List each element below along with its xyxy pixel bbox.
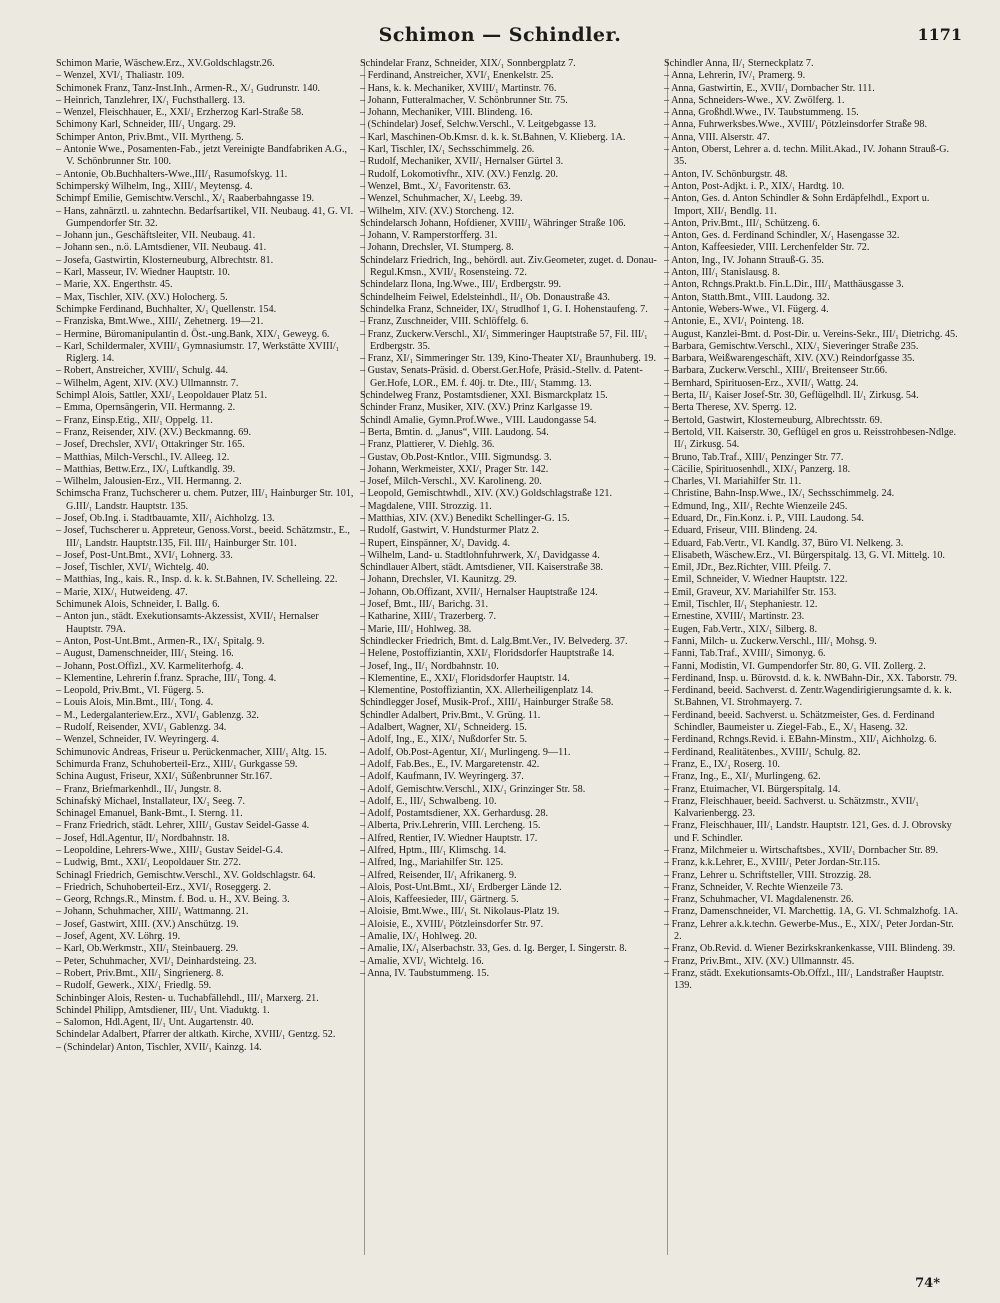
- directory-entry: Schimperský Wilhelm, Ing., XIII/₁ Meytensg. 4.: [56, 180, 253, 192]
- directory-entry: Schindler Adalbert, Priv.Bmt., V. Grüng. 11.: [360, 709, 541, 721]
- directory-entry: – Franz, Ing., E., XI/₁ Murlingeng. 62.: [664, 771, 821, 783]
- directory-entry: – Fanni, Modistin, VI. Gumpendorfer Str. 80, G. VII. Zollerg. 2.: [664, 660, 926, 672]
- directory-entry: – Wilhelm, XIV. (XV.) Storcheng. 12.: [360, 205, 515, 217]
- directory-entry: – Josef, Bmt., III/₁ Barichg. 31.: [360, 599, 489, 611]
- directory-entry: – Ferdinand, beeid. Sachverst. d. Zentr.Wagendirigierungsamte d. k. k. St.Bahnen, VI. Strohmayerg. 7.: [664, 685, 952, 709]
- directory-entry: – Matthias, Ing., kais. R., Insp. d. k. k. St.Bahnen, IV. Schelleing. 22.: [56, 574, 338, 586]
- directory-entry: Schinagel Emanuel, Bank-Bmt., I. Sterng. 11.: [56, 808, 243, 820]
- directory-entry: – Franz, Reisender, XIV. (XV.) Beckmanng. 69.: [56, 426, 252, 438]
- directory-entry: – Eduard, Friseur, VIII. Blindeng. 24.: [664, 525, 818, 537]
- directory-entry: – Johann, Mechaniker, VIII. Blindeng. 16.: [360, 107, 533, 119]
- directory-entry: – Johann, Werkmeister, XXI/₁ Prager Str. 142.: [360, 463, 549, 475]
- directory-entry: – Franz, Damenschneider, VI. Marchettig. 1A, G. VI. Schmalzhofg. 1A.: [664, 906, 959, 918]
- directory-entry: – Josef, Drechsler, XVI/₁ Ottakringer Str. 165.: [56, 439, 245, 451]
- directory-entry: – Rudolf, Gewerk., XIX/₁ Friedlg. 59.: [56, 980, 212, 992]
- directory-entry: – Josef, Ob.Ing. i. Stadtbauamte, XII/₁ Aichholzg. 13.: [56, 512, 275, 524]
- directory-entry: Schindelheim Feiwel, Edelsteinhdl., II/₁ Ob. Donaustraße 43.: [360, 291, 610, 303]
- directory-entry: – Anton, Ing., IV. Johann Strauß-G. 35.: [664, 254, 824, 266]
- directory-entry: – Marie, III/₁ Hohlweg. 38.: [360, 623, 472, 635]
- directory-entry: – Franz, Lehrer a.k.k.techn. Gewerbe-Mus., E., XIX/₁ Peter Jordan-Str. 2.: [664, 918, 954, 943]
- directory-entry: – Amalie, IX/₁ Alserbachstr. 33, Ges. d. Ig. Berger, I. Singerstr. 8.: [360, 943, 627, 955]
- directory-entry: Schimpl Alois, Sattler, XXI/₁ Leopoldauer Platz 51.: [56, 390, 268, 402]
- directory-entry: – Max, Tischler, XIV. (XV.) Holocherg. 5.: [56, 291, 228, 303]
- directory-entry: – Emil, Schneider, V. Wiedner Hauptstr. 122.: [664, 574, 848, 586]
- directory-entry: – Wilhelm, Agent, XIV. (XV.) Ullmannstr. 7.: [56, 377, 239, 389]
- directory-entry: – Robert, Anstreicher, XVIII/₁ Schulg. 44.: [56, 365, 229, 377]
- directory-entry: – Ferdinand, Insp. u. Bürovstd. d. k. k. NWBahn-Dir., XX. Taborstr. 79.: [664, 672, 958, 684]
- directory-entry: – Karl, Maschinen-Ob.Kmsr. d. k. k. St.Bahnen, V. Klieberg. 1A.: [360, 131, 626, 143]
- directory-entry: Schimpke Ferdinand, Buchhalter, X/₁ Quellenstr. 154.: [56, 303, 277, 315]
- directory-entry: – Matthias, Bettw.Erz., IX/₁ Luftkandlg. 39.: [56, 463, 236, 475]
- directory-entry: Schindelarz Ilona, Ing.Wwe., III/₁ Erdbergstr. 99.: [360, 279, 562, 291]
- directory-entry: Schindelarz Friedrich, Ing., behördl. aut. Ziv.Geometer, zuget. d. Donau-Regul.Kmsn., XVII/₁ Rosensteing. 72.: [360, 254, 657, 279]
- directory-entry: – Karl, Tischler, IX/₁ Sechsschimmelg. 26.: [360, 144, 535, 156]
- directory-entry: – Bertold, Gastwirt, Klosterneuburg, Albrechtsstr. 69.: [664, 414, 883, 426]
- directory-entry: – Adolf, Ing., E., XIX/₁ Nußdorfer Str. 5.: [360, 734, 528, 746]
- directory-entry: – Anton, Ges. d. Anton Schindler & Sohn Erdäpfelhdl., Export u. Import, XII/₁ Bendlg. 11.: [664, 193, 930, 217]
- directory-entry: – (Schindelar) Anton, Tischler, XVII/₁ Kainzg. 14.: [56, 1041, 262, 1053]
- directory-entry: – Franz, Plattierer, V. Diehlg. 36.: [360, 439, 495, 451]
- directory-entry: – Karl, Masseur, IV. Wiedner Hauptstr. 10.: [56, 267, 230, 279]
- directory-entry: Schindelka Franz, Schneider, IX/₁ Strudlhof 1, G. I. Hohenstaufeng. 7.: [360, 303, 648, 315]
- directory-entry: – Heinrich, Tanzlehrer, IX/₁ Fuchsthallerg. 13.: [56, 94, 246, 106]
- directory-entry: Schimony Karl, Schneider, III/₁ Ungarg. 29.: [56, 119, 236, 131]
- directory-entry: – Franz, k.k.Lehrer, E., XVIII/₁ Peter Jordan-Str.115.: [664, 857, 881, 869]
- directory-entry: Schindelar Franz, Schneider, XIX/₁ Sonnbergplatz 7.: [360, 58, 576, 69]
- directory-entry: Schindelar Adalbert, Pfarrer der altkath. Kirche, XVIII/₁ Gentzg. 52.: [56, 1029, 336, 1041]
- directory-entry: – Rudolf, Gastwirt, V. Hundsturmer Platz 2.: [360, 525, 540, 537]
- directory-entry: – Franz Friedrich, städt. Lehrer, XIII/₁ Gustav Seidel-Gasse 4.: [56, 820, 310, 832]
- directory-entry: Schinbinger Alois, Resten- u. Tuchabfällehdl., III/₁ Marxerg. 21.: [56, 992, 319, 1004]
- directory-entry: – Leopold, Gemischtwhdl., XIV. (XV.) Goldschlagstraße 121.: [360, 488, 613, 500]
- directory-entry: – Barbara, Zuckerw.Verschl., XIII/₁ Breitenseer Str.66.: [664, 365, 888, 377]
- directory-entry: – Wenzel, Schuhmacher, X/₁ Leebg. 39.: [360, 193, 523, 205]
- directory-entry: – Franz, Einsp.Etig., XII/₁ Oppelg. 11.: [56, 414, 213, 426]
- directory-entry: – Franz, städt. Exekutionsamts-Ob.Offzl., III/₁ Landstraßer Hauptstr. 139.: [664, 967, 945, 992]
- directory-entry: – Anton, Post-Unt.Bmt., Armen-R., IX/₁ Spitalg. 9.: [56, 635, 265, 647]
- directory-entry: – Adolf, Kaufmann, IV. Weyringerg. 37.: [360, 771, 524, 783]
- directory-entry: – Rupert, Einspänner, X/₁ Davidg. 4.: [360, 537, 510, 549]
- directory-entry: – Alfred, Ing., Mariahilfer Str. 125.: [360, 857, 504, 869]
- directory-entry: – Alberta, Priv.Lehrerin, VIII. Lercheng. 15.: [360, 820, 541, 832]
- directory-entry: – Fanni, Milch- u. Zuckerw.Verschl., III/₁ Mohsg. 9.: [664, 635, 877, 647]
- directory-entry: – Anna, Schneiders-Wwe., XV. Zwölferg. 1.: [664, 94, 845, 106]
- directory-entry: – Charles, VI. Mariahilfer Str. 11.: [664, 476, 802, 488]
- directory-entry: – Ferdinand, beeid. Sachverst. u. Schätzmeister, Ges. d. Ferdinand Schindler, Baumeister u. Ziegel-Fab., E., X/₁ Haseng. 32.: [664, 709, 935, 734]
- directory-entry: – Leopold, Priv.Bmt., VI. Fügerg. 5.: [56, 685, 204, 697]
- directory-entry: – Marie, XIX/₁ Hutweideng. 47.: [56, 586, 188, 598]
- directory-entry: – August, Damenschneider, III/₁ Steing. 16.: [56, 648, 234, 660]
- directory-entry: – Anton, III/₁ Stanislausg. 8.: [664, 267, 780, 279]
- directory-entry: – Klementine, Lehrerin f.franz. Sprache, III/₁ Tong. 4.: [56, 672, 277, 684]
- directory-entry: – Peter, Schuhmacher, XVI/₁ Deinhardsteing. 23.: [56, 955, 257, 967]
- directory-entry: – Barbara, Weißwarengeschäft, XIV. (XV.) Reindorfgasse 35.: [664, 353, 915, 365]
- directory-entry: – Josef, Post-Unt.Bmt., XVI/₁ Lohnerg. 33.: [56, 549, 233, 561]
- directory-entry: Schimonek Franz, Tanz-Inst.Inh., Armen-R., X/₁ Gudrunstr. 140.: [56, 82, 321, 94]
- directory-entry: Schimpf Emilie, Gemischtw.Verschl., X/₁ Raaberbahngasse 19.: [56, 193, 315, 205]
- directory-entry: – Josef, Agent, XV. Löhrg. 19.: [56, 931, 181, 943]
- page-number: 1171: [917, 25, 962, 44]
- directory-entry: Schinafský Michael, Installateur, IX/₁ Seeg. 7.: [56, 795, 246, 807]
- directory-entry: – Alois, Post-Unt.Bmt., XI/₁ Erdberger Lände 12.: [360, 881, 562, 893]
- directory-entry: – Johann sen., n.ö. LAmtsdiener, VII. Neubaug. 41.: [56, 242, 267, 254]
- directory-entry: – Matthias, XIV. (XV.) Benedikt Schellinger-G. 15.: [360, 512, 570, 524]
- page-header: [0, 24, 1000, 54]
- directory-entry: – Adalbert, Wagner, XI/₁ Schneiderg. 15.: [360, 722, 527, 734]
- directory-entry: Schimon Marie, Wäschew.Erz., XV.Goldschlagstr.26.: [56, 58, 275, 69]
- directory-entry: Schindlecker Friedrich, Bmt. d. Lalg.Bmt.Ver., IV. Belvederg. 37.: [360, 635, 628, 647]
- directory-entry: – Rudolf, Lokomotivfhr., XIV. (XV.) Fenzlg. 20.: [360, 168, 558, 180]
- directory-entry: – Antonie, E., XVI/₁ Pointeng. 18.: [664, 316, 804, 328]
- directory-entry: – Klementine, Postoffiziantin, XX. Allerheiligenplatz 14.: [360, 685, 594, 697]
- directory-entry: – Karl, Schildermaler, XVIII/₁ Gymnasiumstr. 17, Werkstätte XVIII/₁ Riglerg. 14.: [56, 340, 340, 365]
- directory-entry: – Karl, Ob.Werkmstr., XII/₁ Steinbauerg. 29.: [56, 943, 239, 955]
- directory-entry: – Antonie, Ob.Buchhalters-Wwe.,III/₁ Rasumofskyg. 11.: [56, 168, 288, 180]
- directory-entry: – M., Ledergalanteriew.Erz., XVI/₁ Gablenzg. 32.: [56, 709, 259, 721]
- directory-entry: – Georg, Rchngs.R., Minstm. f. Bod. u. H., XV. Being. 3.: [56, 894, 290, 906]
- directory-entry: – Ludwig, Bmt., XXI/₁ Leopoldauer Str. 272.: [56, 857, 241, 869]
- directory-entry: – Amalie, IX/₁ Hohlweg. 20.: [360, 931, 478, 943]
- directory-entry: – Franziska, Bmt.Wwe., XIII/₁ Zehetnerg. 19—21.: [56, 316, 264, 328]
- directory-entry: Schimper Anton, Priv.Bmt., VII. Myrtheng. 5.: [56, 131, 244, 143]
- directory-entry: Schindler Anna, II/₁ Sterneckplatz 7.: [664, 58, 814, 69]
- directory-entry: – Gustav, Senats-Präsid. d. Oberst.Ger.Hofe, Präsid.-Stellv. d. Patent-Ger.Hofe, LOR., EM. f. 40j. tr. Dte., III/₁ Stammg. 13.: [360, 365, 643, 389]
- directory-entry: – Anna, Gastwirtin, E., XVII/₁ Dornbacher Str. 111.: [664, 82, 875, 94]
- directory-entry: – Franz, Ob.Revid. d. Wiener Bezirkskrankenkasse, VIII. Blindeng. 39.: [664, 943, 956, 955]
- directory-entry: – Alfred, Reisender, II/₁ Afrikanerg. 9.: [360, 869, 517, 881]
- directory-entry: – Gustav, Ob.Post-Kntlor., VIII. Sigmundsg. 3.: [360, 451, 552, 463]
- directory-entry: – Josef, Gastwirt, XIII. (XV.) Anschützg. 19.: [56, 918, 239, 930]
- directory-entry: – Alfred, Rentier, IV. Wiedner Hauptstr. 17.: [360, 832, 538, 844]
- directory-entry: – Johann, V. Ramperstorfferg. 31.: [360, 230, 498, 242]
- directory-column-2: [360, 58, 658, 1258]
- directory-entry: – Josef, Tischler, XVI/₁ Wichtelg. 40.: [56, 562, 209, 574]
- directory-entry: – Barbara, Gemischtw.Verschl., XIX/₁ Sieveringer Straße 235.: [664, 340, 919, 352]
- directory-entry: – Berta Therese, XV. Sperrg. 12.: [664, 402, 797, 414]
- directory-entry: – Eugen, Fab.Vertr., XIX/₁ Silberg. 8.: [664, 623, 818, 635]
- directory-entry: – Anna, Großhdl.Wwe., IV. Taubstummeng. 15.: [664, 107, 859, 119]
- page-title: Schimon — Schindler.: [378, 24, 622, 46]
- directory-entry: – Christine, Bahn-Insp.Wwe., IX/₁ Sechsschimmelg. 24.: [664, 488, 895, 500]
- directory-entry: – Franz, Fleischhauer, beeid. Sachverst. u. Schätzmstr., XVII/₁ Kalvarienbergg. 23.: [664, 795, 919, 820]
- directory-entry: – Hans, k. k. Mechaniker, XVIII/₁ Martinstr. 76.: [360, 82, 557, 94]
- directory-entry: – Josef, Ing., II/₁ Nordbahnstr. 10.: [360, 660, 499, 672]
- directory-entry: – Anton, Post-Adjkt. i. P., XIX/₁ Hardtg. 10.: [664, 180, 845, 192]
- directory-entry: – Johann, Futteralmacher, V. Schönbrunner Str. 75.: [360, 94, 568, 106]
- directory-entry: – Franz, E., IX/₁ Roserg. 10.: [664, 758, 780, 770]
- directory-entry: – Josef, Tuchscherer u. Appreteur, Genoss.Vorst., beeid. Schätzmstr., E., III/₁ Landstr. Hauptstr.135, Fil. III/₁ Hainburger Str. 101.: [56, 525, 350, 549]
- directory-entry: – Klementine, E., XXI/₁ Floridsdorfer Hauptstr. 14.: [360, 672, 570, 684]
- directory-entry: – Emil, Graveur, XV. Mariahilfer Str. 153.: [664, 586, 837, 598]
- directory-entry: – Emma, Opernsängerin, VII. Hermanng. 2.: [56, 402, 236, 414]
- directory-entry: – Eduard, Fab.Vertr., VI. Kandlg. 37, Büro VI. Nelkeng. 3.: [664, 537, 904, 549]
- directory-entry: Schindelarsch Johann, Hofdiener, XVIII/₁ Währinger Straße 106.: [360, 217, 626, 229]
- directory-entry: – Ferdinand, Realitätenbes., XVIII/₁ Schulg. 82.: [664, 746, 861, 758]
- directory-entry: Schinder Franz, Musiker, XIV. (XV.) Prinz Karlgasse 19.: [360, 402, 593, 414]
- directory-entry: Schimurda Franz, Schuhoberteil-Erz., XIII/₁ Gurkgasse 59.: [56, 758, 298, 770]
- directory-entry: – Rudolf, Reisender, XVI/₁ Gablenzg. 34.: [56, 722, 227, 734]
- directory-entry: – Josef, Milch-Verschl., XV. Karolineng. 20.: [360, 476, 542, 488]
- directory-entry: – Emil, JDr., Bez.Richter, VIII. Pfeilg. 7.: [664, 562, 831, 574]
- directory-entry: – Elisabeth, Wäschew.Erz., VI. Bürgerspitalg. 13, G. VI. Mittelg. 10.: [664, 549, 945, 561]
- directory-entry: – Josefa, Gastwirtin, Klosterneuburg, Albrechtstr. 81.: [56, 254, 274, 266]
- directory-entry: – Franz, Zuckerw.Verschl., XI/₁ Simmeringer Hauptstraße 57, Fil. III/₁ Erdbergstr. 35.: [360, 328, 648, 352]
- directory-entry: – Berta, II/₁ Kaiser Josef-Str. 30, Geflügelhdl. II/₁ Zirkusg. 54.: [664, 390, 919, 402]
- directory-entry: Schindlegger Josef, Musik-Prof., XIII/₁ Hainburger Straße 58.: [360, 697, 614, 709]
- directory-entry: – Eduard, Dr., Fin.Konz. i. P., VIII. Laudong. 54.: [664, 512, 864, 524]
- directory-entry: – Anton, Rchngs.Prakt.b. Fin.L.Dir., III/₁ Matthäusgasse 3.: [664, 279, 904, 291]
- directory-entry: – Wilhelm, Land- u. Stadtlohnfuhrwerk, X/₁ Davidgasse 4.: [360, 549, 600, 561]
- directory-entry: – Louis Alois, Min.Bmt., III/₁ Tong. 4.: [56, 697, 214, 709]
- directory-entry: – Wenzel, XVI/₁ Thaliastr. 109.: [56, 70, 185, 82]
- directory-entry: – Alfred, Hptm., III/₁ Klimschg. 14.: [360, 845, 507, 856]
- directory-entry: – Anton, IV. Schönburgstr. 48.: [664, 168, 788, 180]
- directory-entry: – Antonie Wwe., Posamenten-Fab., jetzt Vereinigte Bandfabriken A.G., V. Schönbrunner Str. 100.: [56, 144, 348, 168]
- sheet-signature: 74*: [915, 1276, 940, 1291]
- directory-entry: – Anton, Kaffeesieder, VIII. Lerchenfelder Str. 72.: [664, 242, 870, 254]
- directory-entry: – (Schindelar) Josef, Selchw.Verschl., V. Leitgebgasse 13.: [360, 119, 597, 131]
- directory-entry: – Adolf, Gemischtw.Verschl., XIX/₁ Grinzinger Str. 58.: [360, 783, 586, 795]
- directory-entry: – Wilhelm, Jalousien-Erz., VII. Hermanng. 2.: [56, 476, 242, 488]
- directory-entry: – Leopoldine, Lehrers-Wwe., XIII/₁ Gustav Seidel-G.4.: [56, 845, 284, 856]
- directory-entry: Schimscha Franz, Tuchscherer u. chem. Putzer, III/₁ Hainburger Str. 101, G.III/₁ Landstr. Hauptstr. 135.: [56, 488, 354, 512]
- directory-entry: – Friedrich, Schuhoberteil-Erz., XVI/₁ Roseggerg. 2.: [56, 881, 271, 893]
- directory-entry: – Franz, XI/₁ Simmeringer Str. 139, Kino-Theater XI/₁ Braunhuberg. 19.: [360, 353, 657, 365]
- directory-columns: [56, 58, 964, 1258]
- directory-entry: – Wenzel, Schneider, IV. Weyringerg. 4.: [56, 734, 219, 746]
- directory-entry: – Anton jun., städt. Exekutionsamts-Akzessist, XVII/₁ Hernalser Hauptstr. 79A.: [56, 611, 319, 635]
- directory-entry: – Cäcilie, Spirituosenhdl., XIX/₁ Panzerg. 18.: [664, 463, 851, 475]
- directory-entry: – Johann jun., Geschäftsleiter, VII. Neubaug. 41.: [56, 230, 256, 242]
- directory-entry: – Anna, IV. Taubstummeng. 15.: [360, 967, 490, 979]
- directory-entry: – Johann, Post.Offizl., XV. Karmeliterhofg. 4.: [56, 660, 244, 672]
- directory-entry: – Emil, Tischler, II/₁ Stephaniestr. 12.: [664, 599, 818, 611]
- directory-entry: – Johann, Drechsler, VI. Kaunitzg. 29.: [360, 574, 517, 586]
- directory-entry: – August, Kanzlei-Bmt. d. Post-Dir. u. Vereins-Sekr., III/₁ Dietrichg. 45.: [664, 328, 958, 340]
- directory-entry: – Franz, Priv.Bmt., XIV. (XV.) Ullmannstr. 45.: [664, 955, 855, 967]
- directory-entry: Schina August, Friseur, XXI/₁ Süßenbrunner Str.167.: [56, 771, 273, 783]
- directory-entry: – Helene, Postoffiziantin, XXI/₁ Floridsdorfer Hauptstraße 14.: [360, 648, 615, 660]
- directory-entry: – Josef, Hdl.Agentur, II/₁ Nordbahnstr. 18.: [56, 832, 230, 844]
- directory-entry: – Wenzel, Fleischhauer, E., XXI/₁ Erzherzog Karl-Straße 58.: [56, 107, 304, 119]
- directory-entry: – Ferdinand, Rchngs.Revid. i. EBahn-Minstm., XII/₁ Aichholzg. 6.: [664, 734, 937, 746]
- directory-entry: – Magdalene, VIII. Strozzig. 11.: [360, 500, 492, 512]
- directory-entry: – Anton, Statth.Bmt., VIII. Laudong. 32.: [664, 291, 830, 303]
- directory-entry: – Berta, Bmtin. d. „Janus“, VIII. Laudong. 54.: [360, 426, 549, 438]
- directory-entry: – Johann, Drechsler, VI. Stumperg. 8.: [360, 242, 514, 254]
- directory-entry: – Katharine, XIII/₁ Trazerberg. 7.: [360, 611, 497, 623]
- directory-entry: Schimunek Alois, Schneider, I. Ballg. 6.: [56, 599, 220, 611]
- directory-column-3: [664, 58, 962, 1258]
- directory-entry: Schindelweg Franz, Postamtsdiener, XXI. Bismarckplatz 15.: [360, 390, 608, 402]
- directory-entry: – Bruno, Tab.Traf., XIII/₁ Penzinger Str. 77.: [664, 451, 844, 463]
- directory-entry: – Johann, Ob.Offizant, XVII/₁ Hernalser Hauptstraße 124.: [360, 586, 598, 598]
- directory-entry: – Salomon, Hdl.Agent, II/₁ Unt. Augartenstr. 40.: [56, 1017, 254, 1029]
- directory-entry: – Franz, Schneider, V. Rechte Wienzeile 73.: [664, 881, 844, 893]
- directory-entry: – Anna, Fuhrwerksbes.Wwe., XVIII/₁ Pötzleinsdorfer Straße 98.: [664, 119, 927, 131]
- directory-entry: – Aloisie, E., XVIII/₁ Pötzleinsdorfer Str. 97.: [360, 918, 544, 930]
- directory-entry: – Anton, Ges. d. Ferdinand Schindler, X/₁ Hasengasse 32.: [664, 230, 900, 242]
- directory-entry: – Franz, Briefmarkenhdl., II/₁ Jungstr. 8.: [56, 783, 222, 795]
- directory-entry: – Adolf, Postamtsdiener, XX. Gerhardusg. 28.: [360, 808, 549, 820]
- directory-entry: – Fanni, Tab.Traf., XVIII/₁ Simonyg. 6.: [664, 648, 826, 660]
- directory-entry: – Edmund, Ing., XII/₁ Rechte Wienzeile 245.: [664, 500, 848, 512]
- directory-entry: – Anna, Lehrerin, IV/₁ Pramerg. 9.: [664, 70, 806, 82]
- directory-entry: – Marie, XX. Engerthstr. 45.: [56, 279, 173, 291]
- directory-entry: – Adolf, Fab.Bes., E., IV. Margaretenstr. 42.: [360, 758, 540, 770]
- directory-entry: – Franz, Zuschneider, VIII. Schlöffelg. 6.: [360, 316, 529, 328]
- directory-entry: – Wenzel, Bmt., X/₁ Favoritenstr. 63.: [360, 180, 511, 192]
- directory-entry: – Adolf, E., III/₁ Schwalbeng. 10.: [360, 795, 497, 807]
- directory-entry: – Anton, Priv.Bmt., III/₁ Schützeng. 6.: [664, 217, 820, 229]
- directory-entry: – Ernestine, XVIII/₁ Martinstr. 23.: [664, 611, 805, 623]
- directory-entry: Schindel Philipp, Amtsdiener, III/₁ Unt. Viaduktg. 1.: [56, 1004, 270, 1016]
- directory-entry: – Franz, Etuimacher, VI. Bürgerspitalg. 14.: [664, 783, 841, 795]
- directory-entry: – Hans, zahnärztl. u. zahntechn. Bedarfsartikel, VII. Neubaug. 41, G. VI. Gumpendorfer Str. 32.: [56, 205, 354, 229]
- directory-entry: – Ferdinand, Anstreicher, XVI/₁ Enenkelstr. 25.: [360, 70, 554, 82]
- directory-entry: – Rudolf, Mechaniker, XVII/₁ Hernalser Gürtel 3.: [360, 156, 564, 168]
- directory-entry: Schimunovic Andreas, Friseur u. Perückenmacher, XIII/₁ Altg. 15.: [56, 746, 327, 758]
- directory-entry: – Aloisie, Bmt.Wwe., III/₁ St. Nikolaus-Platz 19.: [360, 906, 560, 918]
- directory-entry: – Adolf, Ob.Post-Agentur, XI/₁ Murlingeng. 9—11.: [360, 746, 571, 758]
- directory-entry: – Antonie, Webers-Wwe., VI. Fügerg. 4.: [664, 303, 829, 315]
- directory-entry: – Johann, Schuhmacher, XIII/₁ Wattmanng. 21.: [56, 906, 249, 918]
- directory-entry: Schindlauer Albert, städt. Amtsdiener, VII. Kaiserstraße 38.: [360, 562, 603, 574]
- directory-entry: – Matthias, Milch-Verschl., IV. Alleeg. 12.: [56, 451, 230, 463]
- directory-entry: Schinagl Friedrich, Gemischtw.Verschl., XV. Goldschlagstr. 64.: [56, 869, 316, 881]
- directory-entry: – Franz, Lehrer u. Schriftsteller, VIII. Strozzig. 28.: [664, 869, 872, 881]
- directory-entry: Schindl Amalie, Gymn.Prof.Wwe., VIII. Laudongasse 54.: [360, 414, 597, 426]
- directory-entry: – Bertold, VII. Kaiserstr. 30, Geflügel en gros u. Reisstrohbesen-Ndlge. II/₁ Zirkusg. 54.: [664, 426, 957, 451]
- directory-entry: – Bernhard, Spirituosen-Erz., XVII/₁ Wattg. 24.: [664, 377, 859, 389]
- directory-entry: – Franz, Schuhmacher, VI. Magdalenenstr. 26.: [664, 894, 854, 906]
- directory-entry: – Robert, Priv.Bmt., XII/₁ Singrienerg. 8.: [56, 967, 224, 979]
- directory-column-1: [56, 58, 354, 1258]
- directory-entry: – Anton, Oberst, Lehrer a. d. techn. Milit.Akad., IV. Johann Strauß-G. 35.: [664, 144, 950, 168]
- directory-entry: – Alois, Kaffeesieder, III/₁ Gärtnerg. 5.: [360, 894, 519, 906]
- directory-entry: – Franz, Milchmeier u. Wirtschaftsbes., XVII/₁ Dornbacher Str. 89.: [664, 845, 938, 856]
- directory-entry: – Franz, Fleischhauer, III/₁ Landstr. Hauptstr. 121, Ges. d. J. Obrovsky und F. Schindler.: [664, 820, 952, 844]
- directory-entry: – Anna, VIII. Alserstr. 47.: [664, 131, 770, 143]
- directory-entry: – Hermine, Büromanipulantin d. Öst.-ung.Bank, XIX/₁ Geweyg. 6.: [56, 328, 330, 340]
- directory-entry: – Amalie, XVI/₁ Wichtelg. 16.: [360, 955, 484, 967]
